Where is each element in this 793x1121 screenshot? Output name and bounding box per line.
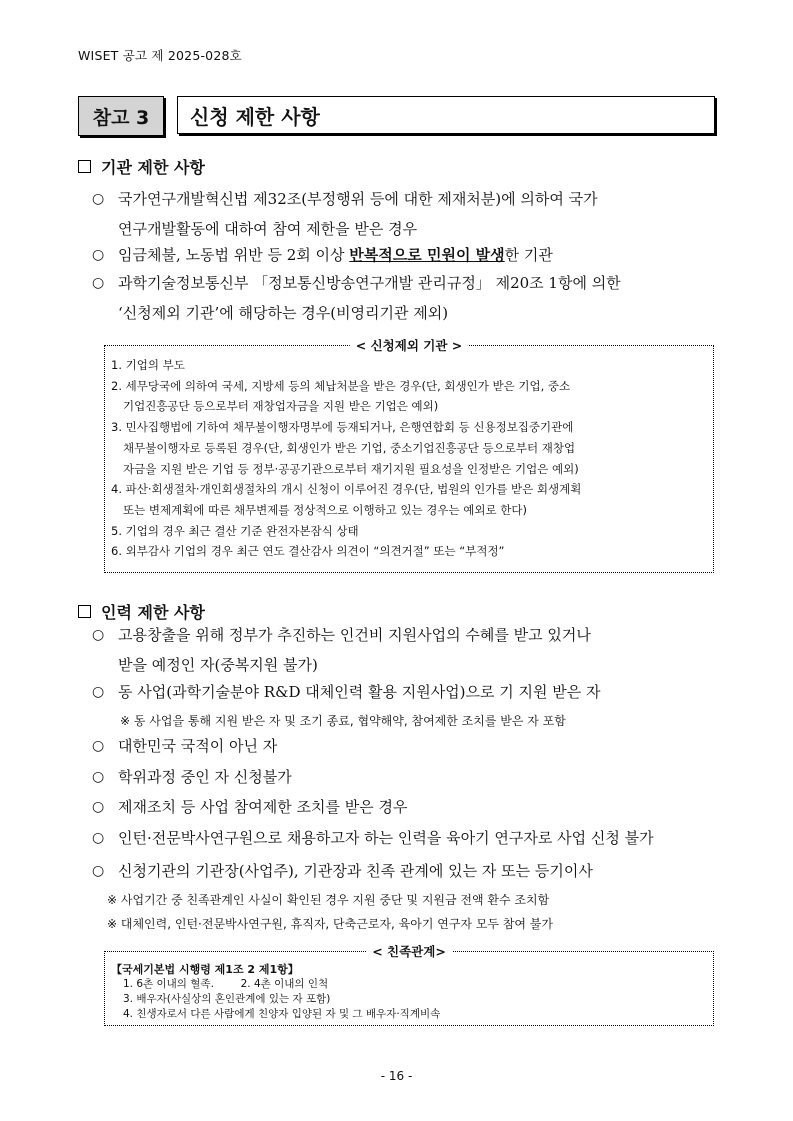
list-item — [92, 792, 720, 822]
box-row: 또는 변제계획에 따른 채무변제를 정상적으로 이행하고 있는 경우는 예외로 한다) — [123, 502, 527, 517]
document-number: WISET 공고 제 2025-028호 — [78, 48, 242, 63]
box-heading: 【국세기본법 시행령 제1조 2 제1항】 — [111, 963, 299, 976]
box-row: 자금을 지원 받은 기업 등 정부·공공기관으로부터 재기지원 필요성을 인정받은 기업은 예외) — [123, 461, 579, 476]
box-row: 채무불이행자로 등록된 경우(단, 회생인가 받은 기업, 중소기업진흥공단 등으로부터 재창업 — [123, 440, 576, 455]
item-line: 연구개발활동에 대하여 참여 제한을 받은 경우 — [118, 220, 418, 238]
box-row: 1. 기업의 부도 — [111, 358, 185, 372]
item-line: 신청기관의 기관장(사업주), 기관장과 친족 관계에 있는 자 또는 등기이사 — [118, 862, 593, 880]
emphasis-text: 반복적으로 민원이 발생 — [349, 246, 505, 264]
circle-bullet-icon: ○ — [92, 769, 105, 785]
circle-bullet-icon: ○ — [92, 275, 105, 291]
item-line: 고용창출을 위해 정부가 추진하는 인건비 지원사업의 수혜를 받고 있거나 — [118, 626, 591, 644]
note: ※ 사업기간 중 친족관계인 사실이 확인된 경우 지원 중단 및 지원금 전액 환수 조치함 — [107, 893, 550, 907]
list-item — [92, 620, 720, 680]
item-line: 국가연구개발혁신법 제32조(부정행위 등에 대한 제재처분)에 의하여 국가 — [118, 190, 598, 208]
section-heading-text: 인력 제한 사항 — [101, 603, 205, 622]
circle-bullet-icon: ○ — [92, 799, 105, 815]
box-row: 1. 6촌 이내의 혈족. 2. 4촌 이내의 인척 — [123, 978, 329, 990]
item-note: ※ 동 사업을 통해 지원 받은 자 및 조기 종료, 협약해약, 참여제한 조치를 받은 자 포함 — [120, 714, 566, 728]
list-item — [92, 240, 720, 270]
checkbox-square-icon — [78, 605, 91, 618]
box-caption: < 친족관계> — [366, 942, 452, 960]
list-item — [92, 731, 720, 761]
box-row: 3. 민사집행법에 기하여 채무불이행자명부에 등재되거나, 은행연합회 등 신용정보집중기관에 — [111, 420, 574, 435]
reference-label: 참고 3 — [78, 96, 164, 136]
note: ※ 대체인력, 인턴·전문박사연구원, 휴직자, 단축근로자, 육아기 연구자 모두 참여 불가 — [107, 917, 553, 931]
box-row: 기업진흥공단 등으로부터 재창업자금을 지원 받은 기업은 예외) — [123, 399, 439, 414]
list-item — [92, 268, 720, 328]
box-row: 2. 세무당국에 의하여 국세, 지방세 등의 체납처분을 받은 경우(단, 회생인가 받은 기업, 중소 — [111, 378, 571, 393]
list-item — [92, 823, 720, 853]
box-row: 3. 배우자(사실상의 혼인관계에 있는 자 포함) — [123, 993, 331, 1005]
item-text: 한 기관 — [504, 246, 553, 264]
page-title: 신청 제한 사항 — [177, 96, 715, 134]
box-row: 4. 파산·회생절차·개인회생절차의 개시 신청이 이루어진 경우(단, 법원의 인가를 받은 회생계획 — [111, 482, 582, 497]
item-line: 제재조치 등 사업 참여제한 조치를 받은 경우 — [118, 798, 408, 816]
list-item — [92, 856, 720, 886]
item-text: 임금체불, 노동법 위반 등 2회 이상 — [118, 246, 350, 264]
circle-bullet-icon: ○ — [92, 247, 105, 263]
box-row: 5. 기업의 경우 최근 결산 기준 완전자본잠식 상태 — [111, 523, 359, 538]
item-line: 받을 예정인 자(중복지원 불가) — [118, 656, 318, 674]
circle-bullet-icon: ○ — [92, 684, 105, 700]
checkbox-square-icon — [78, 160, 91, 173]
box-row: 6. 외부감사 기업의 경우 최근 연도 결산감사 의견이 “의견거절” 또는 “부적정” — [111, 544, 505, 559]
family-relation-box — [104, 951, 714, 1026]
excluded-institutions-box — [104, 345, 714, 573]
item-line: ‘신청제외 기관’에 해당하는 경우(비영리기관 제외) — [118, 304, 449, 322]
section-heading-text: 기관 제한 사항 — [101, 158, 205, 177]
page-number: - 16 - — [380, 1069, 413, 1083]
circle-bullet-icon: ○ — [92, 863, 105, 879]
section-heading-institution — [78, 155, 205, 178]
circle-bullet-icon: ○ — [92, 627, 105, 643]
item-line: 대한민국 국적이 아닌 자 — [118, 737, 278, 755]
list-item — [92, 184, 720, 244]
item-line: 인턴·전문박사연구원으로 채용하고자 하는 인력을 육아기 연구자로 사업 신청 불가 — [118, 829, 654, 847]
item-line: 과학기술정보통신부 「정보통신방송연구개발 관리규정」 제20조 1항에 의한 — [118, 274, 621, 292]
list-item — [92, 677, 720, 707]
circle-bullet-icon: ○ — [92, 191, 105, 207]
item-line: 동 사업(과학기술분야 R&D 대체인력 활용 지원사업)으로 기 지원 받은 자 — [118, 683, 601, 701]
circle-bullet-icon: ○ — [92, 830, 105, 846]
box-row: 4. 친생자로서 다른 사람에게 친양자 입양된 자 및 그 배우자·직계비속 — [123, 1008, 441, 1020]
box-caption: < 신청제외 기관 > — [350, 336, 468, 354]
circle-bullet-icon: ○ — [92, 738, 105, 754]
item-line: 학위과정 중인 자 신청불가 — [118, 768, 292, 786]
list-item — [92, 762, 720, 792]
